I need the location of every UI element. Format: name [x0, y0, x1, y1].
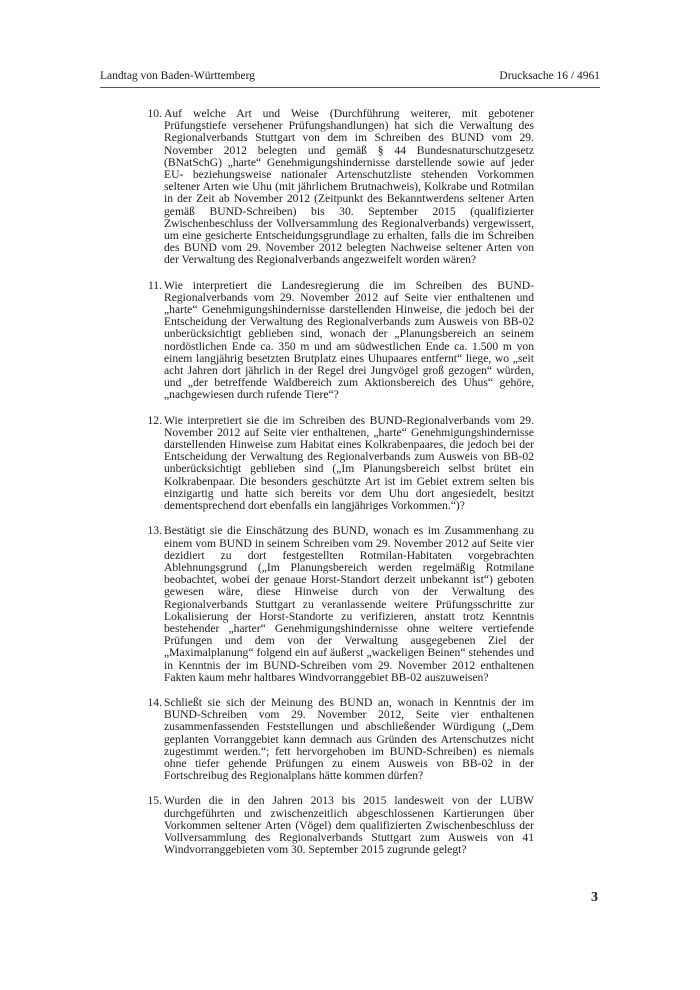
question-list	[147, 107, 534, 869]
question-item	[147, 524, 534, 684]
question-item	[147, 278, 534, 402]
page-number: 3	[591, 890, 598, 905]
question-item	[147, 413, 534, 513]
question-text: Wie interpretiert sie die im Schreiben des BUND-Regionalverbands vom 29. November 2012 auf Seite vier enthaltenen, „harte“ Genehmigungshindernisse darstellenden Hinweise zum Habitat eines Kolkrabenpaares, die jedoch bei der Entscheidung der Verwaltung des Regionalverbands zum Ausweis von BB-02 unberücksichtigt geblieben sind („Im Planungsbereich selbst brütet ein Kolkrabenpaar. Die besonders geschützte Art ist im Gebiet extrem selten bis einzigartig und hatte sich bereits vor dem Uhu dort angesiedelt, besitzt dementsprechend dort ebenfalls ein langjähriges Vorkommen.“)?	[164, 413, 534, 513]
question-number: 13.	[147, 524, 162, 538]
question-text: Schließt sie sich der Meinung des BUND an, wonach in Kenntnis der im BUND-Schreiben vom 29. November 2012, Seite vier enthaltenen zusammenfassenden Feststellungen und abschließender Würdigung („Dem geplanten Vorranggebiet kann demnach aus Gründen des Artenschutzes nicht zugestimmt werden.“; fett hervorgehoben im BUND-Schreiben) es niemals ohne tiefer gehende Prüfungen zu einem Ausweis von BB-02 in der Fortschreibug des Regionalplans hätte kommen dürfen?	[164, 695, 534, 783]
question-number: 15.	[147, 794, 162, 808]
question-number: 12.	[147, 413, 162, 427]
question-text: Wurden die in den Jahren 2013 bis 2015 landesweit von der LUBW durchgeführten und zwischenzeitlich abgeschlossenen Kartierungen über Vorkommen seltener Arten (Vögel) dem qualifizierten Zwischenbeschluss der Vollversammlung des Regionalverbands Stuttgart zum Ausweis von 41 Windvorranggebieten vom 30. September 2015 zugrunde gelegt?	[164, 794, 534, 857]
question-text: Wie interpretiert die Landesregierung die im Schreiben des BUND-Regionalverbands vom 29. November 2012 auf Seite vier enthaltenen und „harte“ Genehmigungshindernisse darstellenden Hinweise, die jedoch bei der Entscheidung der Verwaltung des Regionalverbands zum Ausweis von BB-02 unberücksichtigt geblieben sind, wonach der „Planungsbereich an seinem nordöstlichen Ende ca. 350 m und am südwestlichen Ende ca. 1.500 m von einem langjährig besetzten Brutplatz eines Uhupaares entfernt“ liege, wo „seit acht Jahren dort jährlich in der Regel drei Jungvögel groß gezogen“ würden, und „der betreffende Waldbereich zum Aktionsbereich des Uhus“ gehöre, „nachgewiesen durch rufende Tiere“?	[164, 278, 534, 402]
question-number: 11.	[147, 278, 162, 292]
header-parliament-name: Landtag von Baden-Württemberg	[100, 70, 255, 82]
page-header	[100, 70, 600, 86]
question-text: Auf welche Art und Weise (Durchführung weiterer, mit gebotener Prüfungstiefe versehener Prüfungshandlungen) hat sich die Verwaltung des Regionalverbands Stuttgart von dem im Schreiben des BUND vom 29. November 2012 belegten und gemäß § 44 Bundesnaturschutzgesetz (BNatSchG) „harte“ Genehmigungshindernisse darstellende sowie auf jeder EU- beziehungsweise nationaler Artenschutzliste stehenden Vorkommen seltener Arten wie Uhu (mit jährlichem Brutnachweis), Kolkrabe und Rotmilan in der Zeit ab November 2012 (Zeitpunkt des Bekanntwerdens seltener Arten gemäß BUND-Schreiben) bis 30. September 2015 (qualifizierter Zwischenbeschluss der Vollversammlung des Regionalverbands) vergewissert, um eine gesicherte Entscheidungsgrundlage zu erhalten, falls die im Schreiben des BUND vom 29. November 2012 belegten Nachweise seltener Arten von der Verwaltung des Regionalverbands angezweifelt worden wären?	[164, 107, 534, 267]
question-item	[147, 695, 534, 783]
header-document-number: Drucksache 16 / 4961	[499, 70, 600, 82]
question-number: 14.	[147, 695, 162, 709]
question-item	[147, 107, 534, 267]
header-rule	[100, 87, 600, 88]
question-text: Bestätigt sie die Einschätzung des BUND, wonach es im Zusammenhang zu einem vom BUND in seinem Schreiben vom 29. November 2012 auf Seite vier dezidiert zu dort festgestellten Rotmilan-Habitaten vorgebrachten Ablehnungsgrund („Im Planungsbereich werden regelmäßig Rotmilane beobachtet, wobei der genaue Horst-Standort derzeit unbekannt ist“) geboten gewesen wäre, diese Hinweise durch von der Verwaltung des Regionalverbands Stuttgart zu veranlassende weitere Prüfungsschritte zur Lokalisierung der Horst-Standorte zu verifizieren, anstatt trotz Kenntnis bestehender „harter“ Genehmigungshindernisse ohne weitere vertiefende Prüfungen und dem von der Verwaltung ausgegebenen Ziel der „Maximalplanung“ folgend ein auf äußerst „wackeligen Beinen“ stehendes und in Kenntnis der im BUND-Schreiben vom 29. November 2012 enthaltenen Fakten kaum mehr haltbares Windvorranggebiet BB-02 auszuweisen?	[164, 524, 534, 684]
question-number: 10.	[147, 107, 162, 120]
question-item	[147, 794, 534, 857]
